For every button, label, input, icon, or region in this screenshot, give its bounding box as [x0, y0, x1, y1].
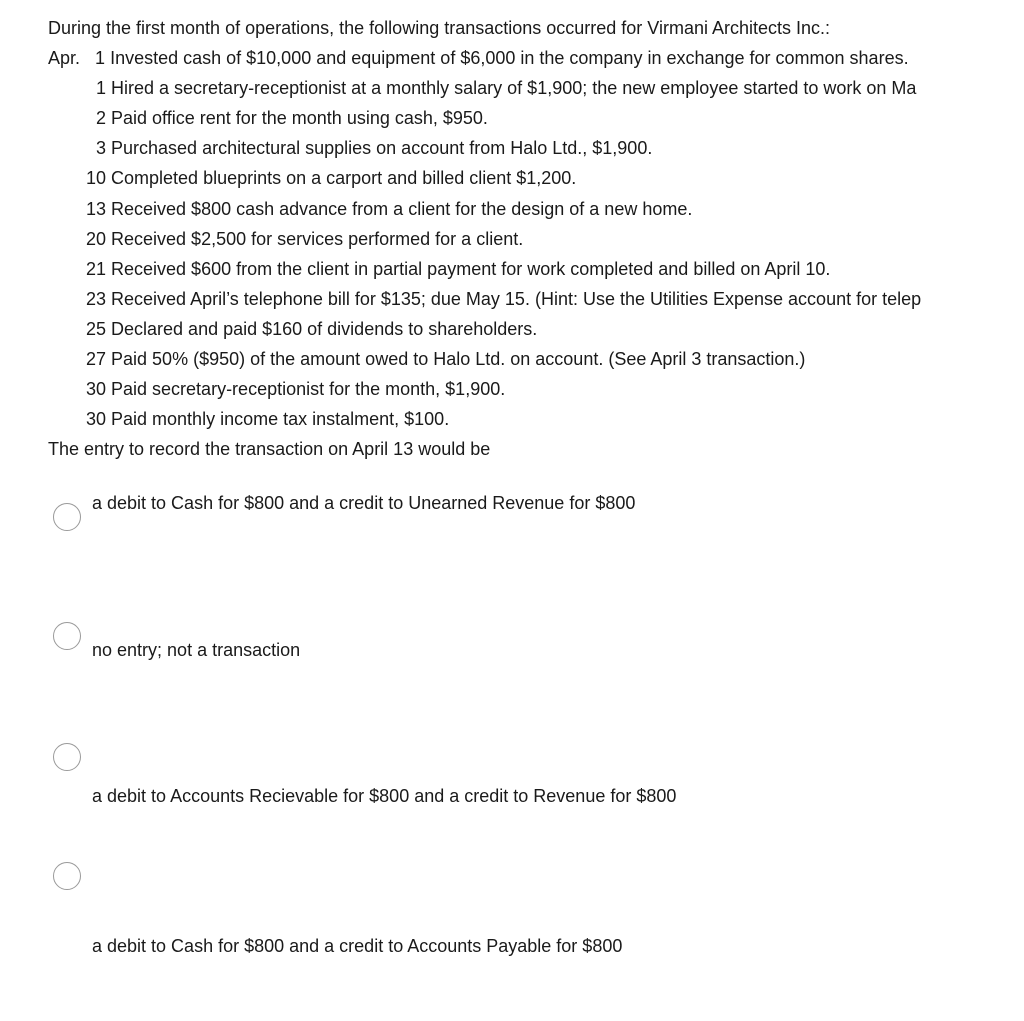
transaction-text: Completed blueprints on a carport and billed client $1,200. [111, 168, 577, 188]
option-label[interactable]: a debit to Accounts Recievable for $800 and a credit to Revenue for $800 [92, 786, 677, 806]
transaction-day: 13 [86, 199, 107, 219]
option-radio[interactable] [53, 503, 81, 531]
transaction-day: 27 [86, 349, 107, 369]
month-label: Apr. [48, 48, 81, 68]
transaction-text: Received April’s telephone bill for $135; due May 15. (Hint: Use the Utilities Expense account for telep [111, 289, 922, 309]
question-intro: During the first month of operations, the following transactions occurred for Virmani Architects Inc.: [48, 18, 831, 38]
transaction-item [86, 408, 449, 430]
transaction-text: Received $2,500 for services performed for a client. [111, 229, 524, 249]
transaction-day: 3 [95, 138, 106, 158]
option-radio[interactable] [53, 862, 81, 890]
transaction-item [86, 288, 921, 310]
transaction-item [86, 228, 523, 250]
transaction-day: 30 [86, 409, 107, 429]
transaction-day: 25 [86, 319, 107, 339]
transaction-item [86, 107, 488, 129]
transaction-text: Hired a secretary-receptionist at a monthly salary of $1,900; the new employee started to work on Ma [111, 78, 917, 98]
transaction-item [86, 258, 830, 280]
option-label[interactable]: no entry; not a transaction [92, 640, 301, 660]
option-label[interactable]: a debit to Cash for $800 and a credit to Unearned Revenue for $800 [92, 493, 636, 513]
transaction-day: 21 [86, 259, 107, 279]
transaction-day: 10 [86, 168, 107, 188]
transaction-text: Declared and paid $160 of dividends to shareholders. [111, 319, 538, 339]
transaction-day: 1 [95, 48, 106, 68]
transaction-item [86, 348, 805, 370]
transaction-day: 23 [86, 289, 107, 309]
transaction-item [86, 198, 692, 220]
transaction-day: 1 [95, 78, 106, 98]
transaction-item [86, 167, 576, 189]
transaction-text: Purchased architectural supplies on account from Halo Ltd., $1,900. [111, 138, 653, 158]
option-radio[interactable] [53, 622, 81, 650]
transaction-text: Paid 50% ($950) of the amount owed to Halo Ltd. on account. (See April 3 transaction.) [111, 349, 806, 369]
transaction-item [86, 378, 505, 400]
transaction-day: 2 [95, 108, 106, 128]
question-prompt: The entry to record the transaction on April 13 would be [48, 439, 491, 459]
option-radio[interactable] [53, 743, 81, 771]
transaction-item [86, 77, 916, 99]
transaction-text: Paid secretary-receptionist for the month, $1,900. [111, 379, 506, 399]
transaction-item [48, 47, 909, 69]
transaction-item [86, 318, 537, 340]
option-label[interactable]: a debit to Cash for $800 and a credit to Accounts Payable for $800 [92, 936, 623, 956]
transaction-text: Received $600 from the client in partial payment for work completed and billed on April 10. [111, 259, 831, 279]
transaction-text: Received $800 cash advance from a client for the design of a new home. [111, 199, 693, 219]
transaction-text: Invested cash of $10,000 and equipment of $6,000 in the company in exchange for common shares. [110, 48, 909, 68]
transaction-item [86, 137, 652, 159]
transaction-day: 30 [86, 379, 107, 399]
transaction-text: Paid monthly income tax instalment, $100. [111, 409, 450, 429]
transaction-day: 20 [86, 229, 107, 249]
transaction-text: Paid office rent for the month using cash, $950. [111, 108, 488, 128]
